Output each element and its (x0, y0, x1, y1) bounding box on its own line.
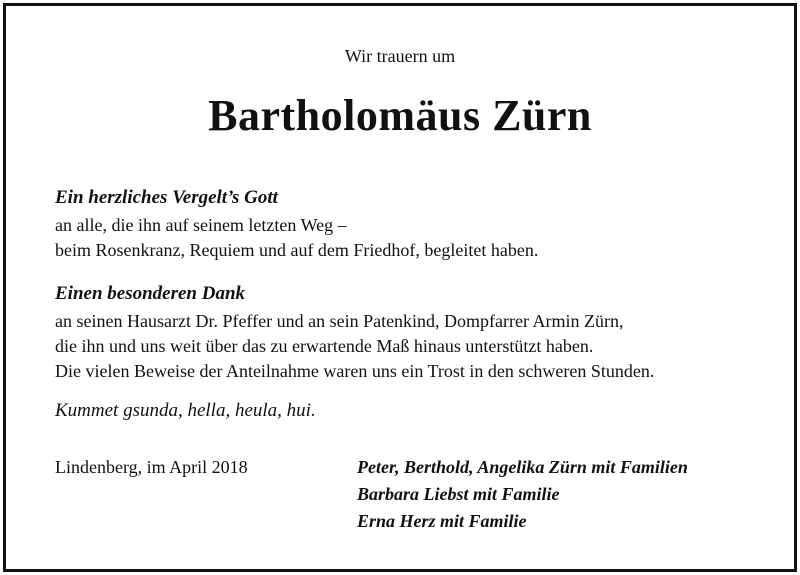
deceased-name: Bartholomäus Zürn (208, 91, 592, 140)
signer: Erna Herz mit Familie (357, 511, 527, 531)
signer: Barbara Liebst mit Familie (357, 484, 560, 504)
signer: Peter, Berthold, Angelika Zürn mit Familien (357, 457, 688, 477)
dialect-motto: Kummet gsunda, hella, heula, hui. (55, 400, 316, 421)
thanks-line: an alle, die ihn auf seinem letzten Weg – (55, 215, 347, 235)
signers-list (357, 454, 688, 535)
special-thanks-line: an seinen Hausarzt Dr. Pfeffer und an sein Patenkind, Dompfarrer Armin Zürn, (55, 311, 624, 331)
place-date: Lindenberg, im April 2018 (55, 457, 248, 477)
intro-text: Wir trauern um (344, 46, 456, 66)
special-thanks-section (55, 282, 775, 384)
special-thanks-heading: Einen besonderen Dank (55, 283, 246, 304)
thanks-heading: Ein herzliches Vergelt’s Gott (55, 187, 278, 208)
special-thanks-line: die ihn und uns weit über das zu erwartende Maß hinaus unterstützt haben. (55, 336, 594, 356)
thanks-line: beim Rosenkranz, Requiem und auf dem Friedhof, begleitet haben. (55, 240, 539, 260)
thanks-section (55, 186, 775, 263)
special-thanks-line: Die vielen Beweise der Anteilnahme waren uns ein Trost in den schweren Stunden. (55, 361, 655, 381)
